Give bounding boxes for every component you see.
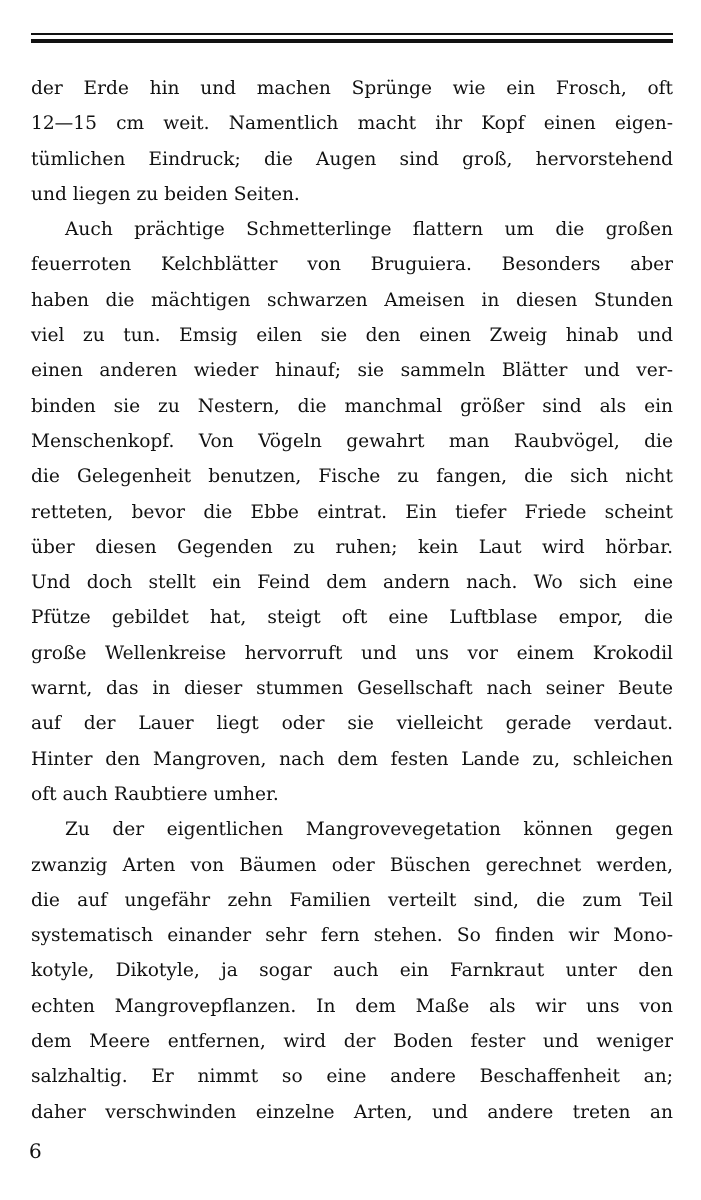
- text-line: einen anderen wieder hinauf; sie sammeln Blätter und ver-: [31, 360, 673, 382]
- text-line: echten Mangrovepflanzen. In dem Maße als wir uns von: [31, 995, 673, 1017]
- paragraph: [31, 71, 673, 212]
- text-line: binden sie zu Nestern, die manchmal größer sind als ein: [31, 395, 673, 417]
- text-line: Hinter den Mangroven, nach dem festen Lande zu, schleichen: [31, 748, 673, 770]
- text-line: zwanzig Arten von Bäumen oder Büschen gerechnet werden,: [31, 854, 673, 876]
- text-line: tümlichen Eindruck; die Augen sind groß, hervorstehend: [31, 148, 673, 170]
- text-line: warnt, das in dieser stummen Gesellschaft nach seiner Beute: [31, 678, 673, 700]
- text-line: retteten, bevor die Ebbe eintrat. Ein tiefer Friede scheint: [31, 501, 673, 523]
- text-line: große Wellenkreise hervorruft und uns vor einem Krokodil: [31, 642, 673, 664]
- text-line: feuerroten Kelchblätter von Bruguiera. Besonders aber: [31, 254, 673, 276]
- text-line: Zu der eigentlichen Mangrovevegetation können gegen: [65, 819, 673, 841]
- text-line: haben die mächtigen schwarzen Ameisen in diesen Stunden: [31, 289, 673, 311]
- header-rule-thin: [31, 33, 673, 35]
- text-line: kotyle, Dikotyle, ja sogar auch ein Farnkraut unter den: [31, 960, 673, 982]
- text-line: Pfütze gebildet hat, steigt oft eine Luftblase empor, die: [31, 607, 673, 629]
- text-line: dem Meere entfernen, wird der Boden fester und weniger: [31, 1031, 673, 1053]
- text-line: Und doch stellt ein Feind dem andern nach. Wo sich eine: [31, 572, 673, 594]
- text-line: Menschenkopf. Von Vögeln gewahrt man Raubvögel, die: [31, 430, 673, 452]
- text-line: die Gelegenheit benutzen, Fische zu fangen, die sich nicht: [31, 466, 673, 488]
- text-line: und liegen zu beiden Seiten.: [31, 183, 300, 205]
- header-rule-thick: [31, 39, 673, 43]
- paragraph: [31, 812, 673, 1130]
- text-line: daher verschwinden einzelne Arten, und andere treten an: [31, 1101, 673, 1123]
- paragraph: [31, 212, 673, 812]
- text-line: über diesen Gegenden zu ruhen; kein Laut wird hörbar.: [31, 536, 673, 558]
- text-line: die auf ungefähr zehn Familien verteilt sind, die zum Teil: [31, 889, 673, 911]
- body-text: [31, 71, 673, 1130]
- text-line: oft auch Raubtiere umher.: [31, 783, 279, 805]
- page-number: 6: [29, 1139, 42, 1163]
- text-line: viel zu tun. Emsig eilen sie den einen Zweig hinab und: [31, 325, 673, 347]
- text-line: systematisch einander sehr fern stehen. So finden wir Mono-: [31, 925, 673, 947]
- text-line: Auch prächtige Schmetterlinge flattern um die großen: [65, 219, 673, 241]
- text-line: auf der Lauer liegt oder sie vielleicht gerade verdaut.: [31, 713, 673, 735]
- text-line: salzhaltig. Er nimmt so eine andere Beschaffenheit an;: [31, 1066, 673, 1088]
- text-line: der Erde hin und machen Sprünge wie ein Frosch, oft: [31, 78, 673, 99]
- text-line: 12—15 cm weit. Namentlich macht ihr Kopf einen eigen-: [31, 113, 673, 135]
